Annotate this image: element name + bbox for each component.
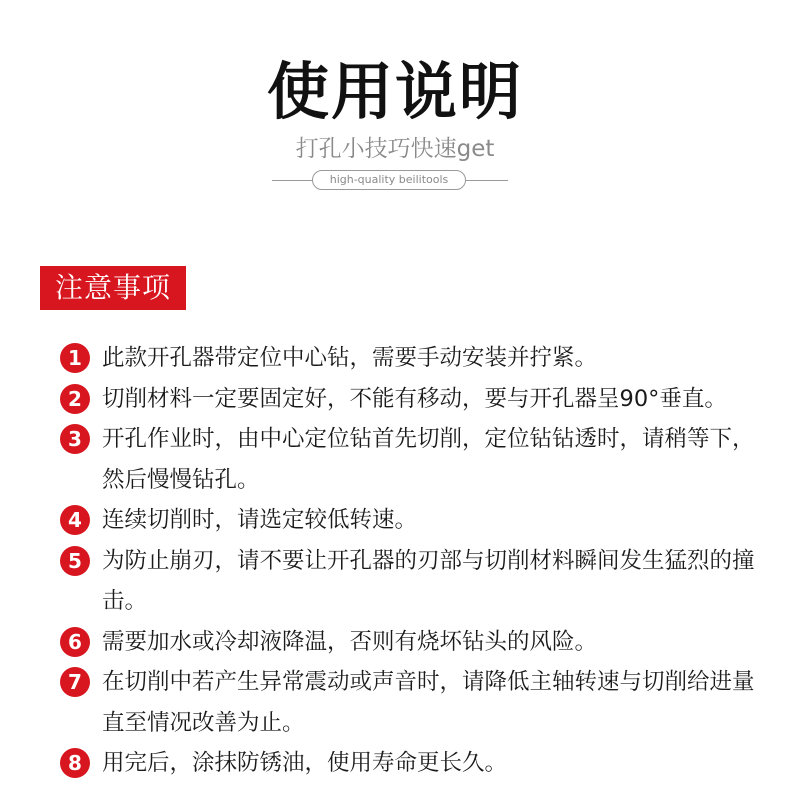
item-text: 用完后，涂抹防锈油，使用寿命更长久。 — [102, 750, 508, 776]
item-text: 开孔作业时，由中心定位钻首先切削，定位钻钻透时，请稍等下，然后慢慢钻孔。 — [102, 426, 755, 493]
tagline-rule-right — [464, 180, 508, 181]
tagline-pill: high-quality beilitools — [312, 170, 466, 190]
item-number-badge: 5 — [60, 546, 90, 576]
item-number-badge: 1 — [60, 343, 90, 373]
list-item — [60, 622, 770, 663]
item-number-badge: 8 — [60, 748, 90, 778]
list-item — [60, 541, 770, 622]
notice-list — [60, 338, 770, 784]
page-subtitle: 打孔小技巧快速get — [295, 136, 495, 162]
item-number-badge: 6 — [60, 627, 90, 657]
list-item — [60, 662, 770, 743]
list-item — [60, 338, 770, 379]
tagline — [272, 170, 508, 192]
list-item — [60, 743, 770, 784]
item-number-badge: 2 — [60, 384, 90, 414]
item-number-badge: 4 — [60, 505, 90, 535]
item-text: 切削材料一定要固定好，不能有移动，要与开孔器呈90°垂直。 — [102, 385, 727, 412]
item-text: 此款开孔器带定位中心钻，需要手动安装并拧紧。 — [102, 345, 598, 371]
item-text: 连续切削时，请选定较低转速。 — [102, 507, 418, 533]
item-text: 为防止崩刃，请不要让开孔器的刃部与切削材料瞬间发生猛烈的撞击。 — [102, 547, 755, 614]
page-title: 使用说明 — [266, 55, 523, 128]
list-item — [60, 500, 770, 541]
list-item — [60, 419, 770, 500]
item-number-badge: 7 — [60, 667, 90, 697]
item-text: 需要加水或冷却液降温，否则有烧坏钻头的风险。 — [102, 628, 598, 655]
tagline-rule-left — [272, 180, 316, 181]
item-text: 在切削中若产生异常震动或声音时，请降低主轴转速与切削给进量直至情况改善为止。 — [102, 669, 755, 736]
item-number-badge: 3 — [60, 424, 90, 454]
list-item — [60, 379, 770, 420]
section-heading: 注意事项 — [40, 266, 186, 310]
